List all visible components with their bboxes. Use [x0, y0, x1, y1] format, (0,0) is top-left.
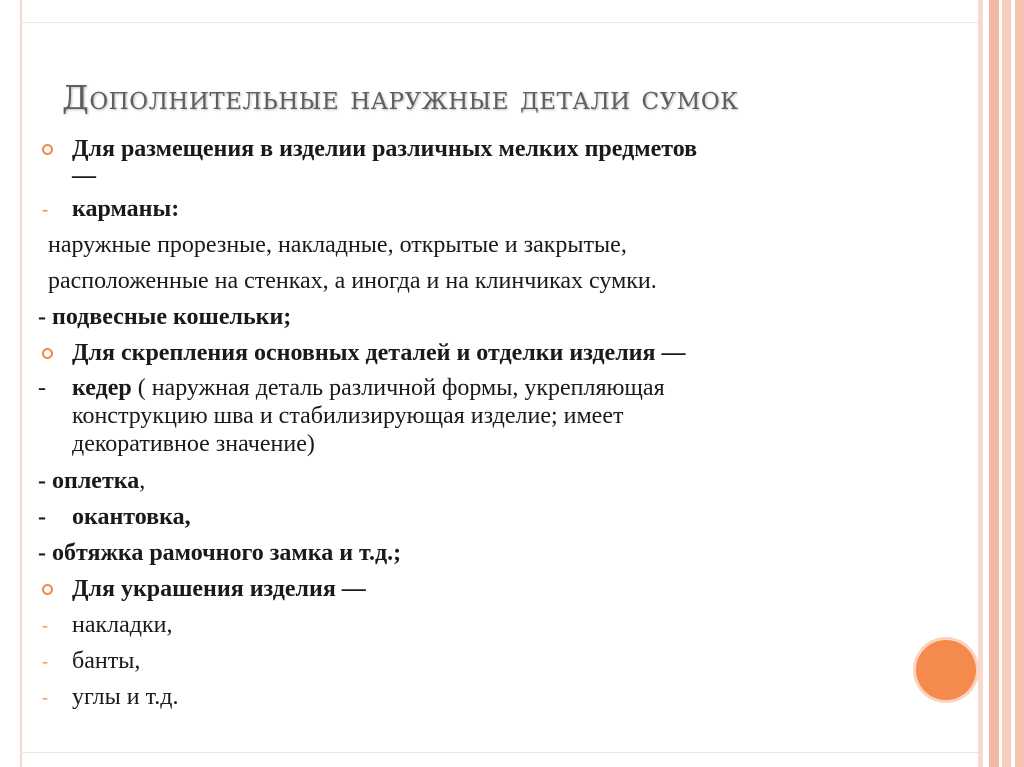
dash-item — [38, 682, 918, 712]
item-text-cont: конструкцию шва и стабилизирующая изделие; имеет — [72, 403, 624, 429]
item-text: карманы: — [72, 196, 180, 222]
item-text: накладки, — [72, 612, 173, 638]
dash-icon: - — [42, 651, 48, 671]
decorative-stripes — [978, 0, 1024, 767]
bullet-text: Для украшения изделия — — [72, 576, 366, 602]
dash-icon: - — [42, 687, 48, 707]
text-line: наружные прорезные, накладные, открытые и закрытые, — [48, 232, 627, 258]
dash-icon: - — [38, 375, 46, 401]
slide-title: Дополнительные наружные детали сумок — [62, 78, 739, 117]
slide-frame-left — [20, 0, 22, 767]
item-text: , — [139, 468, 146, 494]
bullet-circle-icon — [42, 144, 53, 155]
bullet-item — [38, 338, 918, 368]
dash-icon: - — [38, 504, 46, 530]
slide-frame-top — [20, 22, 984, 23]
item-text-cont: декоративное значение) — [72, 431, 315, 457]
item-text: углы и т.д. — [72, 684, 179, 710]
dash-item — [38, 502, 918, 532]
dash-item — [38, 374, 918, 458]
item-term: - оплетка — [38, 468, 140, 494]
text-line: расположенные на стенках, а иногда и на клинчиках сумки. — [48, 268, 657, 294]
bullet-item — [38, 574, 918, 604]
bullet-circle-icon — [42, 584, 53, 595]
slide-content — [38, 134, 918, 712]
slide-frame-bottom — [20, 752, 984, 753]
bullet-circle-icon — [42, 348, 53, 359]
bullet-text: Для размещения в изделии различных мелких предметов — [72, 136, 698, 162]
bullet-text: Для скрепления основных деталей и отделки изделия — — [72, 340, 686, 366]
dash-item — [38, 646, 918, 676]
dash-item — [38, 610, 918, 640]
text-line — [38, 466, 918, 496]
bullet-item — [38, 134, 918, 188]
text-line: - подвесные кошельки; — [38, 304, 292, 330]
item-text: банты, — [72, 648, 141, 674]
item-text: окантовка, — [72, 504, 191, 530]
text-line: - обтяжка рамочного замка и т.д.; — [38, 540, 402, 566]
decorative-circle — [916, 640, 976, 700]
dash-icon: - — [42, 199, 48, 219]
item-term: кедер — [72, 375, 132, 401]
bullet-text-cont: — — [72, 163, 96, 189]
dash-icon: - — [42, 615, 48, 635]
dash-item — [38, 194, 918, 224]
item-text: ( наружная деталь различной формы, укрепляющая — [131, 375, 665, 401]
